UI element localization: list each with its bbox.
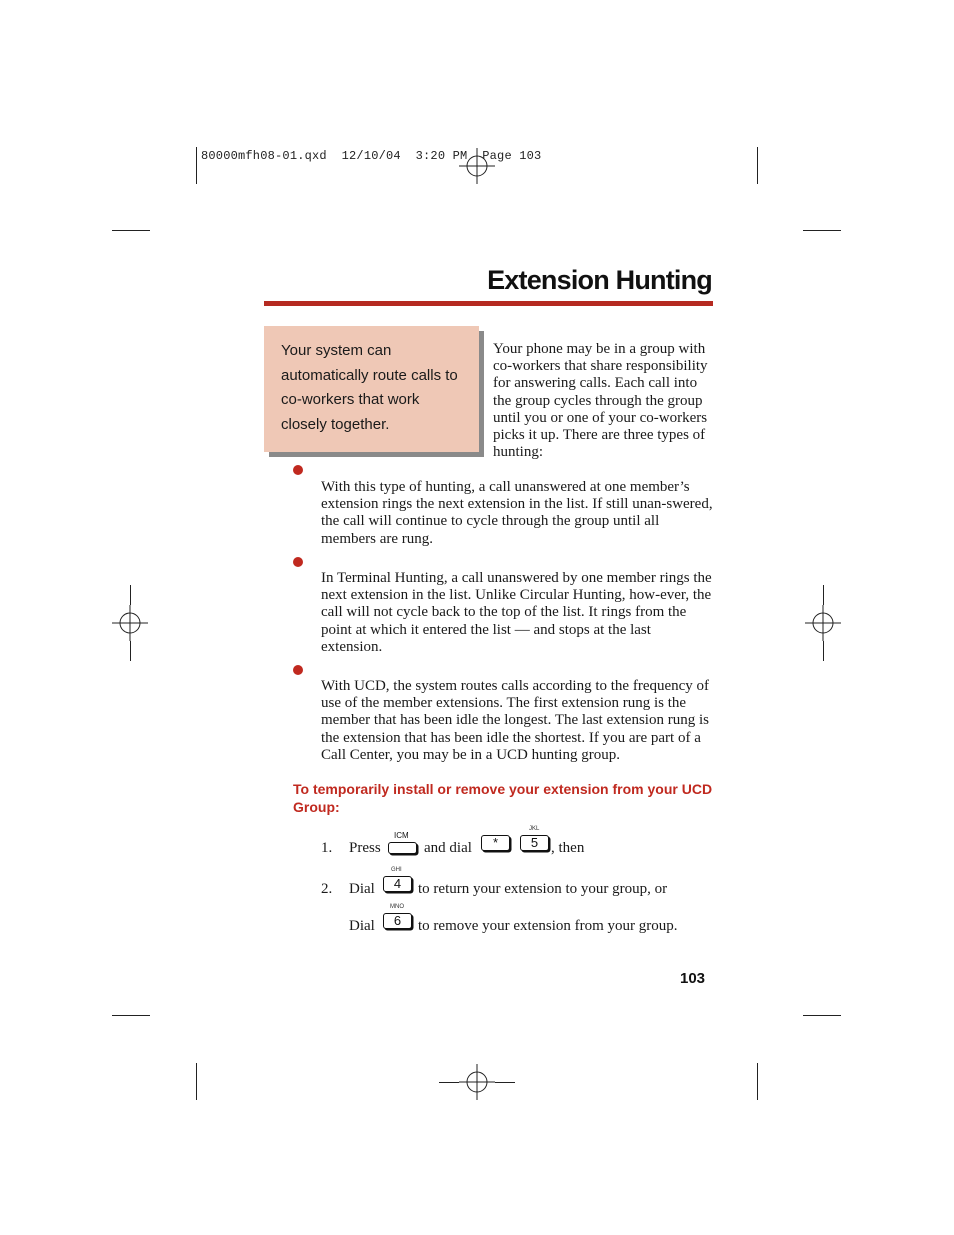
step-1-number: 1. [321, 840, 333, 856]
intro-paragraph: Your phone may be in a group with co-workers that share responsibility for answering calls. Each call into the group cycles through the group until you or one of your co-workers picks it up. There are three types of hunting: [493, 341, 708, 461]
icm-key-label: ICM [394, 831, 409, 840]
registration-mark-bottom-icon [459, 1064, 495, 1100]
registration-mark-top-icon [459, 148, 495, 184]
step-3-dial: Dial [349, 918, 375, 934]
crop-mark-bottom-right [757, 1063, 758, 1100]
registration-mark-right-icon [805, 605, 841, 641]
step-1-then: , then [551, 840, 585, 856]
ucd-hunting-paragraph: With UCD, the system routes calls according to the frequency of use of the member extensions. The first extension rung is the member that has been idle the longest. The last extension rung is the extension that has been idle the shortest. If you are part of a Call Center, you may be in a UCD hunting group. [321, 678, 710, 763]
print-slug-line: 80000mfh08-01.qxd 12/10/04 3:20 PM Page 103 [201, 149, 542, 163]
title-rule [264, 301, 713, 306]
star-key-icon: * [481, 835, 510, 851]
crop-mark-right-upper [803, 230, 841, 231]
step-2-number: 2. [321, 881, 333, 897]
registration-line-left-upper [130, 585, 131, 605]
registration-line-bottom-left [439, 1082, 459, 1083]
registration-mark-left-icon [112, 605, 148, 641]
page-number: 103 [680, 970, 706, 987]
procedure-heading: To temporarily install or remove your extension from your UCD Group: [293, 781, 713, 815]
bullet-circular-hunting [293, 465, 303, 475]
six-key-caption: MNO [390, 904, 404, 910]
six-key-icon: 6 [383, 913, 412, 929]
icm-key-icon [388, 842, 417, 854]
terminal-hunting-paragraph: In Terminal Hunting, a call unanswered by one member rings the next extension in the list. Unlike Circular Hunting, how-ever, the call will not cycle back to the top of the list. It rings from the point at which it entered the list — and stops at the last extension. [321, 570, 712, 655]
registration-line-right-upper [823, 585, 824, 605]
bullet-ucd-hunting [293, 665, 303, 675]
page-title: Extension Hunting [487, 265, 712, 295]
step-2-dial: Dial [349, 881, 375, 897]
crop-mark-left-lower [112, 1015, 150, 1016]
registration-line-left-lower [130, 641, 131, 661]
crop-mark-top-left [196, 147, 197, 184]
sidebar-note: Your system can automatically route calls to co-workers that work closely together. [264, 326, 479, 452]
crop-mark-bottom-left [196, 1063, 197, 1100]
five-key-caption: JKL [529, 826, 540, 832]
registration-line-right-lower [823, 641, 824, 661]
crop-mark-left-upper [112, 230, 150, 231]
crop-mark-right-lower [803, 1015, 841, 1016]
step-2-instruction: to return your extension to your group, or [418, 881, 668, 897]
step-1-press: Press [349, 840, 381, 856]
step-1-and-dial: and dial [424, 840, 472, 856]
registration-line-bottom-right [495, 1082, 515, 1083]
four-key-icon: 4 [383, 876, 412, 892]
five-key-icon: 5 [520, 835, 549, 851]
four-key-caption: GHI [391, 867, 402, 873]
circular-hunting-paragraph: With this type of hunting, a call unanswered at one member’s extension rings the next extension in the list. If still unan-swered, the call will continue to cycle through the group until all members are rung. [321, 479, 713, 547]
bullet-terminal-hunting [293, 557, 303, 567]
crop-mark-top-right [757, 147, 758, 184]
step-3-instruction: to remove your extension from your group. [418, 918, 678, 934]
